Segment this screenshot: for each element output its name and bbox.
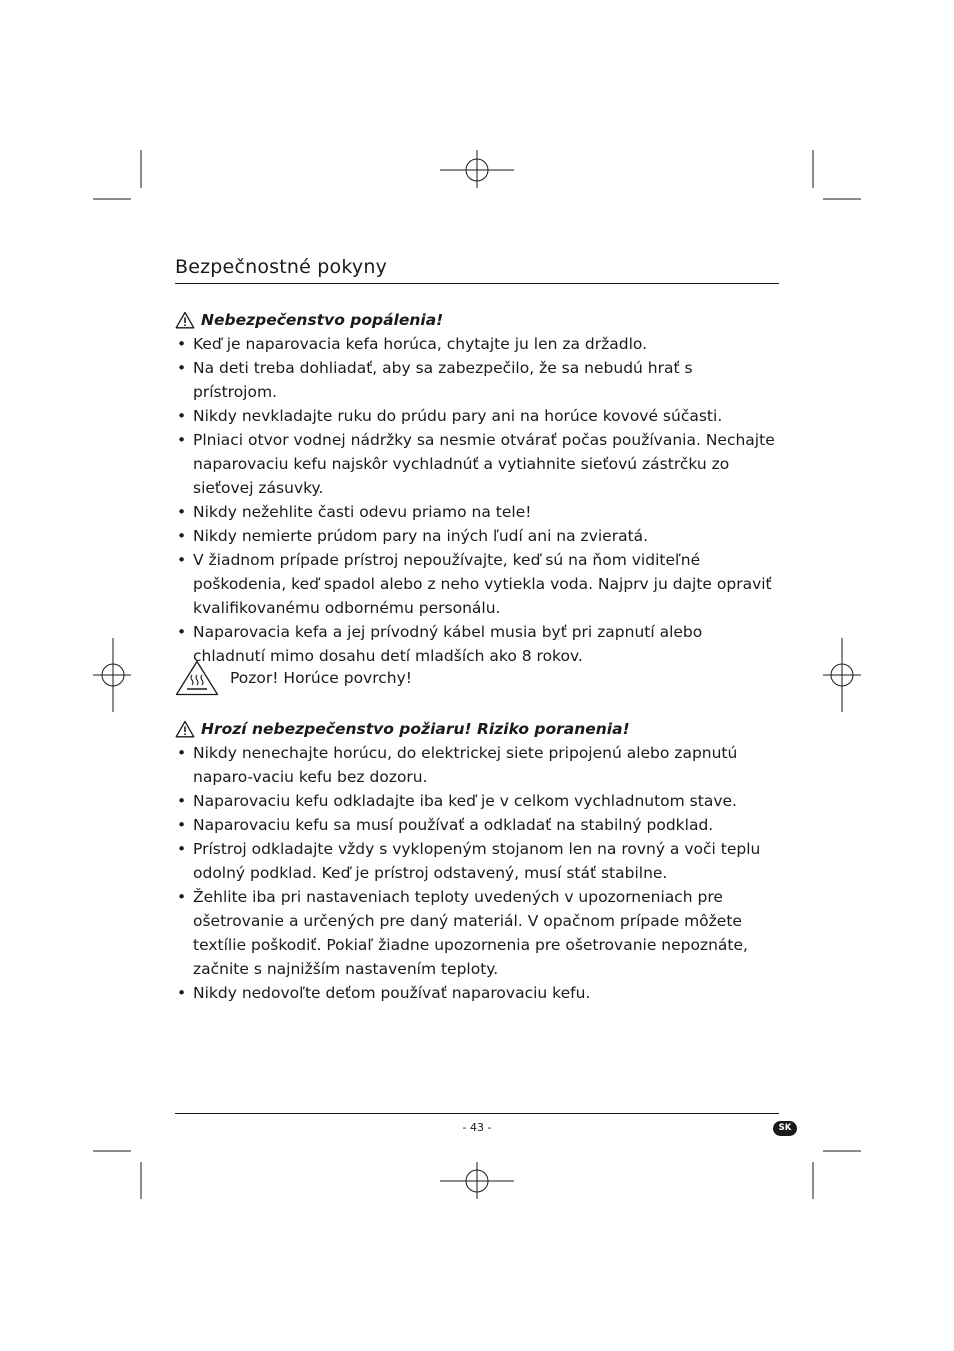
list-item: • Plniaci otvor vodnej nádržky sa nesmie otvárať počas používania. Nechajte naparovaciu kefu najskôr vychladnúť a vytiahnite sieťovú zástrčku zo sieťovej zásuvky. bbox=[177, 431, 775, 497]
title-divider bbox=[175, 283, 779, 284]
hot-surface-icon bbox=[175, 660, 219, 696]
list-item: • Nikdy nedovoľte deťom používať naparovaciu kefu. bbox=[177, 984, 591, 1002]
list-item: • Naparovacia kefa a jej prívodný kábel musia byť pri zapnutí alebo chladnutí mimo dosahu detí mladších ako 8 rokov. bbox=[177, 623, 703, 665]
list-item: • Nikdy nemierte prúdom pary na iných ľudí ani na zvieratá. bbox=[177, 527, 649, 545]
fire-hazard-list bbox=[175, 741, 779, 1005]
page-title: Bezpečnostné pokyny bbox=[175, 256, 388, 278]
warning-triangle-icon bbox=[175, 720, 195, 738]
section-heading-text: Nebezpečenstvo popálenia! bbox=[201, 311, 444, 329]
list-item: • Naparovaciu kefu sa musí používať a odkladať na stabilný podklad. bbox=[177, 816, 714, 834]
warning-triangle-icon bbox=[175, 311, 195, 329]
section-heading-burn bbox=[175, 308, 779, 332]
burn-hazard-list bbox=[175, 332, 779, 668]
language-badge: SK bbox=[773, 1121, 797, 1136]
list-item: • Nikdy nenechajte horúcu, do elektrickej siete pripojenú alebo zapnutú naparo-vaciu kefu bez dozoru. bbox=[177, 744, 738, 786]
list-item: • Na deti treba dohliadať, aby sa zabezpečilo, že sa nebudú hrať s prístrojom. bbox=[177, 359, 693, 401]
footer-divider bbox=[175, 1113, 779, 1114]
page-number: - 43 - bbox=[462, 1121, 492, 1134]
list-item: • Prístroj odkladajte vždy s vyklopeným stojanom len na rovný a voči teplu odolný podklad. Keď je prístroj odstavený, musí stáť stabilne. bbox=[177, 840, 761, 882]
list-item: • Nikdy nežehlite časti odevu priamo na tele! bbox=[177, 503, 532, 521]
list-item: • Žehlite iba pri nastaveniach teploty uvedených v upozorneniach pre ošetrovanie a určených pre daný materiál. V opačnom prípade môžete textílie poškodiť. Pokiaľ žiadne upozornenia pre ošetrovanie nepoznáte, začnite s najnižším nastavením teploty. bbox=[177, 888, 748, 978]
notice-text: Pozor! Horúce povrchy! bbox=[230, 669, 412, 687]
hot-surface-notice bbox=[175, 658, 779, 698]
list-item: • Naparovaciu kefu odkladajte iba keď je v celkom vychladnutom stave. bbox=[177, 792, 737, 810]
section-heading-fire bbox=[175, 717, 779, 741]
list-item: • Nikdy nevkladajte ruku do prúdu pary ani na horúce kovové súčasti. bbox=[177, 407, 723, 425]
list-item: • Keď je naparovacia kefa horúca, chytajte ju len za držadlo. bbox=[177, 335, 648, 353]
section-heading-text: Hrozí nebezpečenstvo požiaru! Riziko poranenia! bbox=[201, 720, 630, 738]
list-item: • V žiadnom prípade prístroj nepoužívajte, keď sú na ňom viditeľné poškodenia, keď spadol alebo z neho vytiekla voda. Najprv ju dajte opraviť kvalifikovanému odbornému personálu. bbox=[177, 551, 772, 617]
